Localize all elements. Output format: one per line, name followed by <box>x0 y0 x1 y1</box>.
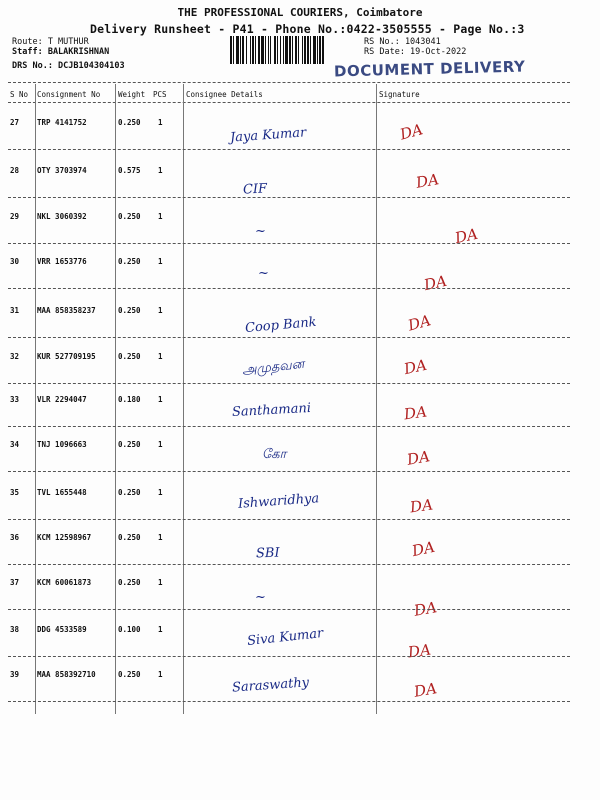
row-consignment-number: KUR 527709195 <box>37 352 96 361</box>
col-header-sno: S No <box>10 90 29 99</box>
row-consignee-handwriting: CIF <box>242 181 268 198</box>
row-consignee-handwriting: Coop Bank <box>244 314 318 337</box>
row-weight: 0.250 <box>118 212 141 221</box>
row-weight: 0.250 <box>118 440 141 449</box>
row-divider <box>8 426 570 427</box>
row-consignment-number: VRR 1653776 <box>37 257 87 266</box>
row-divider <box>8 243 570 244</box>
rs-date: RS Date: 19-Oct-2022 <box>364 47 467 57</box>
column-divider <box>376 84 377 714</box>
row-consignment-number: TRP 4141752 <box>37 118 87 127</box>
row-pcs: 1 <box>158 118 163 127</box>
row-pcs: 1 <box>158 257 163 266</box>
row-divider <box>8 383 570 384</box>
row-signature-handwriting: DA <box>414 170 441 192</box>
row-pcs: 1 <box>158 352 163 361</box>
row-weight: 0.180 <box>118 395 141 404</box>
row-signature-handwriting: DA <box>402 355 429 379</box>
row-consignee-handwriting: Saraswathy <box>231 675 310 696</box>
row-consignment-number: TNJ 1096663 <box>37 440 87 449</box>
row-consignee-handwriting: Jaya Kumar <box>229 125 307 146</box>
row-consignee-handwriting: Ishwaridhya <box>237 491 320 512</box>
row-serial-number: 33 <box>10 395 20 404</box>
header-bottom-divider <box>8 102 570 103</box>
col-header-signature: Signature <box>379 90 420 99</box>
row-pcs: 1 <box>158 440 163 449</box>
row-signature-handwriting: DA <box>398 120 425 144</box>
row-pcs: 1 <box>158 166 163 175</box>
row-weight: 0.250 <box>118 118 141 127</box>
row-divider <box>8 197 570 198</box>
row-divider <box>8 564 570 565</box>
row-weight: 0.250 <box>118 352 141 361</box>
column-divider <box>115 84 116 714</box>
row-divider <box>8 337 570 338</box>
col-header-consignee: Consignee Details <box>186 90 263 99</box>
row-pcs: 1 <box>158 488 163 497</box>
row-serial-number: 36 <box>10 533 20 542</box>
row-pcs: 1 <box>158 670 163 679</box>
row-serial-number: 32 <box>10 352 20 361</box>
row-consignee-handwriting: ~ <box>255 590 266 605</box>
header-top-divider <box>8 82 570 83</box>
row-weight: 0.250 <box>118 306 141 315</box>
col-header-weight: Weight <box>118 90 146 99</box>
row-divider <box>8 656 570 657</box>
row-signature-handwriting: DA <box>453 224 480 248</box>
col-header-pcs: PCS <box>153 90 167 99</box>
row-weight: 0.250 <box>118 578 141 587</box>
row-consignee-handwriting: ~ <box>255 224 266 239</box>
row-consignment-number: KCM 12598967 <box>37 533 92 542</box>
row-weight: 0.250 <box>118 488 141 497</box>
row-weight: 0.100 <box>118 625 141 634</box>
row-serial-number: 38 <box>10 625 20 634</box>
row-pcs: 1 <box>158 212 163 221</box>
staff-label: Staff: BALAKRISHNAN <box>12 47 110 57</box>
row-weight: 0.250 <box>118 533 141 542</box>
row-divider <box>8 609 570 610</box>
row-pcs: 1 <box>158 395 163 404</box>
row-consignee-handwriting: Santhamani <box>231 400 312 421</box>
row-consignee-handwriting: கோ <box>262 447 287 462</box>
col-header-consignment: Consignment No <box>37 90 101 99</box>
document-delivery-stamp: DOCUMENT DELIVERY <box>333 57 526 81</box>
row-consignment-number: MAA 858358237 <box>37 306 96 315</box>
row-serial-number: 35 <box>10 488 20 497</box>
row-signature-handwriting: DA <box>408 495 435 517</box>
row-serial-number: 39 <box>10 670 20 679</box>
row-serial-number: 28 <box>10 166 20 175</box>
row-signature-handwriting: DA <box>422 271 449 295</box>
row-divider <box>8 701 570 702</box>
barcode-image <box>230 36 355 64</box>
row-signature-handwriting: DA <box>412 679 439 701</box>
row-pcs: 1 <box>158 578 163 587</box>
page-title: THE PROFESSIONAL COURIERS, Coimbatore <box>177 6 423 19</box>
row-consignment-number: DDG 4533589 <box>37 625 87 634</box>
row-consignment-number: KCM 60061873 <box>37 578 92 587</box>
row-weight: 0.575 <box>118 166 141 175</box>
row-consignment-number: OTY 3703974 <box>37 166 87 175</box>
row-consignee-handwriting: Siva Kumar <box>246 626 324 649</box>
row-signature-handwriting: DA <box>410 537 437 561</box>
row-signature-handwriting: DA <box>402 402 429 424</box>
row-signature-handwriting: DA <box>405 447 432 469</box>
row-consignee-handwriting: அமுதவன <box>241 356 305 379</box>
row-weight: 0.250 <box>118 257 141 266</box>
column-divider <box>183 84 184 714</box>
row-divider <box>8 288 570 289</box>
row-serial-number: 31 <box>10 306 20 315</box>
drs-number: DRS No.: DCJB104304103 <box>12 61 125 71</box>
rs-number: RS No.: 1043041 <box>364 37 441 47</box>
row-serial-number: 27 <box>10 118 20 127</box>
row-consignment-number: VLR 2294047 <box>37 395 87 404</box>
row-signature-handwriting: DA <box>412 598 439 620</box>
row-pcs: 1 <box>158 306 163 315</box>
row-divider <box>8 149 570 150</box>
row-consignee-handwriting: ~ <box>258 266 269 281</box>
row-weight: 0.250 <box>118 670 141 679</box>
runsheet-subtitle: Delivery Runsheet - P41 - Phone No.:0422-3505555 - Page No.:3 <box>90 22 525 36</box>
row-serial-number: 37 <box>10 578 20 587</box>
row-signature-handwriting: DA <box>406 640 433 662</box>
row-serial-number: 30 <box>10 257 20 266</box>
row-divider <box>8 471 570 472</box>
column-divider <box>35 84 36 714</box>
row-consignee-handwriting: SBI <box>255 545 280 562</box>
route-label: Route: T MUTHUR <box>12 37 89 47</box>
row-pcs: 1 <box>158 533 163 542</box>
row-consignment-number: TVL 1655448 <box>37 488 87 497</box>
row-consignment-number: MAA 858392710 <box>37 670 96 679</box>
row-pcs: 1 <box>158 625 163 634</box>
row-serial-number: 34 <box>10 440 20 449</box>
row-signature-handwriting: DA <box>406 311 433 335</box>
row-divider <box>8 519 570 520</box>
row-serial-number: 29 <box>10 212 20 221</box>
row-consignment-number: NKL 3060392 <box>37 212 87 221</box>
